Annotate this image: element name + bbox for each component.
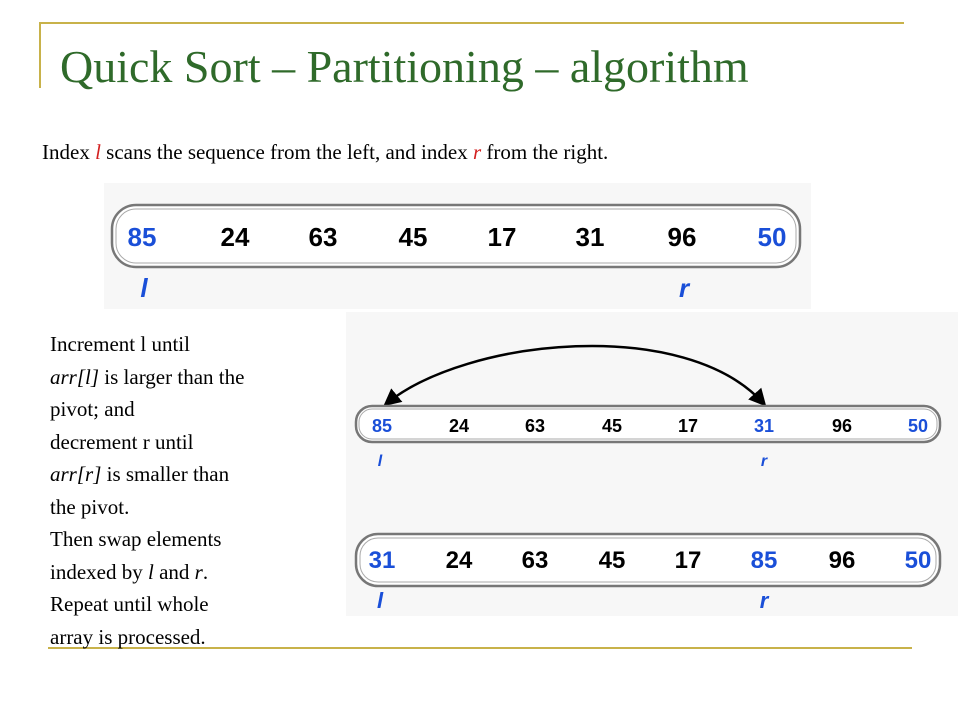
intro-var-r: r bbox=[472, 140, 482, 164]
algorithm-steps bbox=[50, 328, 310, 653]
step-arr-l: arr[l] bbox=[50, 364, 100, 389]
array-cell: 24 bbox=[220, 222, 250, 252]
left-rule bbox=[39, 22, 41, 88]
step-line bbox=[50, 458, 310, 491]
after-swap-index-l: l bbox=[376, 588, 384, 613]
slide-title: Quick Sort – Partitioning – algorithm bbox=[60, 41, 749, 92]
before-swap-index-r: r bbox=[760, 453, 768, 470]
step-line: Then swap elements bbox=[50, 527, 222, 551]
step-text: is smaller than bbox=[101, 462, 230, 486]
step-line: pivot; and bbox=[50, 397, 135, 421]
array-cell: 85 bbox=[127, 222, 157, 252]
intro-text bbox=[42, 140, 608, 165]
top-rule bbox=[40, 22, 904, 24]
step-var-r: r bbox=[194, 559, 203, 584]
before-swap-cell: 85 bbox=[371, 416, 393, 436]
before-swap-cell: 17 bbox=[677, 416, 699, 436]
before-swap-pivot: 50 bbox=[907, 416, 929, 436]
index-r-label: r bbox=[678, 273, 690, 303]
step-text: . bbox=[202, 559, 209, 584]
step-var-l: l bbox=[147, 559, 154, 584]
step-arr-r: arr[r] bbox=[50, 462, 102, 486]
before-swap-cell: 96 bbox=[831, 416, 853, 436]
intro-part1: Index bbox=[42, 140, 96, 164]
swap-arrow bbox=[386, 346, 764, 404]
step-line: array is processed. bbox=[50, 624, 206, 649]
after-swap-cell: 45 bbox=[598, 547, 626, 574]
step-text: is larger than the bbox=[99, 364, 245, 389]
array-cell: 45 bbox=[398, 222, 428, 252]
step-line: Repeat until whole bbox=[50, 592, 209, 616]
intro-var-l: l bbox=[95, 140, 101, 164]
swap-panel bbox=[346, 312, 958, 616]
initial-array-figure bbox=[104, 183, 811, 309]
step-line: Increment l until bbox=[50, 332, 190, 356]
step-line: decrement r until bbox=[50, 429, 194, 454]
array-cell: 17 bbox=[487, 222, 517, 252]
before-swap-cell: 24 bbox=[448, 416, 470, 436]
step-text: indexed by bbox=[50, 559, 148, 584]
intro-part3: from the right. bbox=[481, 140, 609, 164]
array-cell-pivot: 50 bbox=[757, 222, 787, 252]
after-swap-cell: 96 bbox=[828, 547, 856, 574]
index-l-label: l bbox=[140, 273, 148, 303]
step-text: and bbox=[153, 559, 195, 584]
after-swap-cell: 24 bbox=[445, 547, 473, 574]
before-swap-pill bbox=[356, 406, 940, 442]
array-cell: 63 bbox=[308, 222, 338, 252]
before-swap-cell: 31 bbox=[753, 416, 775, 436]
after-swap-pivot: 50 bbox=[904, 547, 932, 574]
before-swap-index-l: l bbox=[377, 453, 383, 470]
after-swap-cell: 17 bbox=[674, 547, 702, 574]
initial-array-panel bbox=[104, 183, 811, 309]
after-swap-index-r: r bbox=[759, 588, 769, 613]
step-line bbox=[50, 361, 310, 394]
intro-part2: scans the sequence from the left, and index bbox=[100, 140, 473, 164]
array-cell: 31 bbox=[575, 222, 605, 252]
swap-figure bbox=[346, 312, 958, 616]
after-swap-cell: 63 bbox=[521, 547, 549, 574]
after-swap-cell: 85 bbox=[750, 547, 778, 574]
step-line: the pivot. bbox=[50, 494, 130, 519]
after-swap-cell: 31 bbox=[368, 547, 396, 574]
array-cell: 96 bbox=[667, 222, 697, 252]
step-line bbox=[50, 556, 310, 589]
array-pill bbox=[112, 205, 800, 267]
before-swap-cell: 63 bbox=[524, 416, 546, 436]
before-swap-cell: 45 bbox=[601, 416, 623, 436]
